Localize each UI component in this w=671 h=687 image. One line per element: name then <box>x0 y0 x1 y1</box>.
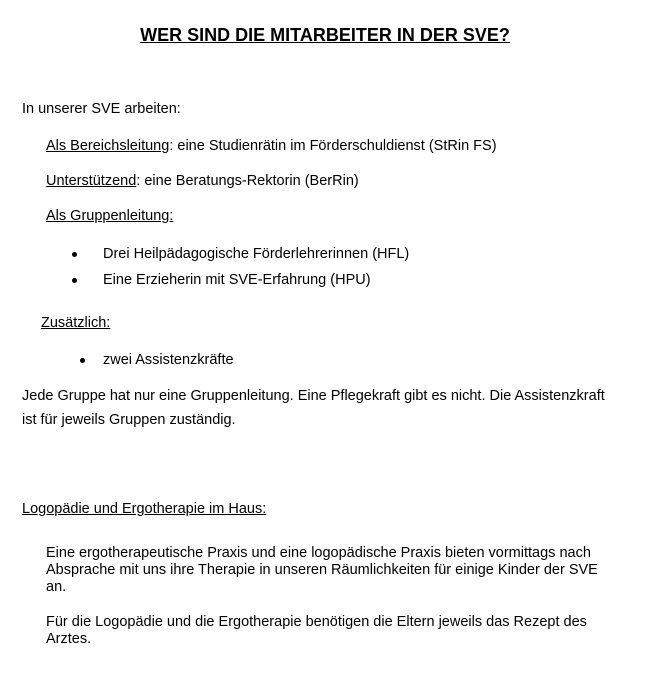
therapy-paragraph: Für die Logopädie und die Ergotherapie benötigen die Eltern jeweils das Rezept des Arztes. <box>46 614 587 647</box>
bereichsleitung-label: Als Bereichsleitung <box>46 138 170 154</box>
staff-unterstuetzend <box>46 173 359 190</box>
staff-bereichsleitung <box>46 138 497 155</box>
gruppenleitung-item: Eine Erzieherin mit SVE-Erfahrung (HPU) <box>103 272 371 288</box>
unterstuetzend-text: : eine Beratungs-Rektorin (BerRin) <box>136 173 359 189</box>
intro-text: In unserer SVE arbeiten: <box>22 101 181 117</box>
zusaetzlich-label: Zusätzlich: <box>41 315 111 331</box>
gruppenleitung-item: Drei Heilpädagogische Förderlehrerinnen (HFL) <box>103 246 410 262</box>
bullet-icon <box>80 358 85 363</box>
unterstuetzend-label: Unterstützend <box>46 173 137 189</box>
zusaetzlich-item: zwei Assistenzkräfte <box>103 352 234 368</box>
bereichsleitung-text: : eine Studienrätin im Förderschuldienst (StRin FS) <box>169 138 497 154</box>
therapy-heading: Logopädie und Ergotherapie im Haus: <box>22 501 267 517</box>
bullet-icon <box>72 278 77 283</box>
gruppenleitung-label: Als Gruppenleitung: <box>46 208 174 224</box>
group-note: Jede Gruppe hat nur eine Gruppenleitung. Eine Pflegekraft gibt es nicht. Die Assistenzkraft ist für jeweils Gruppen zuständig. <box>22 388 605 428</box>
bullet-icon <box>72 252 77 257</box>
therapy-paragraph: Eine ergotherapeutische Praxis und eine logopädische Praxis bieten vormittags nach Absprache mit uns ihre Therapie in unseren Räumlichkeiten für einige Kinder der SVE an. <box>46 545 598 595</box>
page-title: WER SIND DIE MITARBEITER IN DER SVE? <box>140 25 510 45</box>
